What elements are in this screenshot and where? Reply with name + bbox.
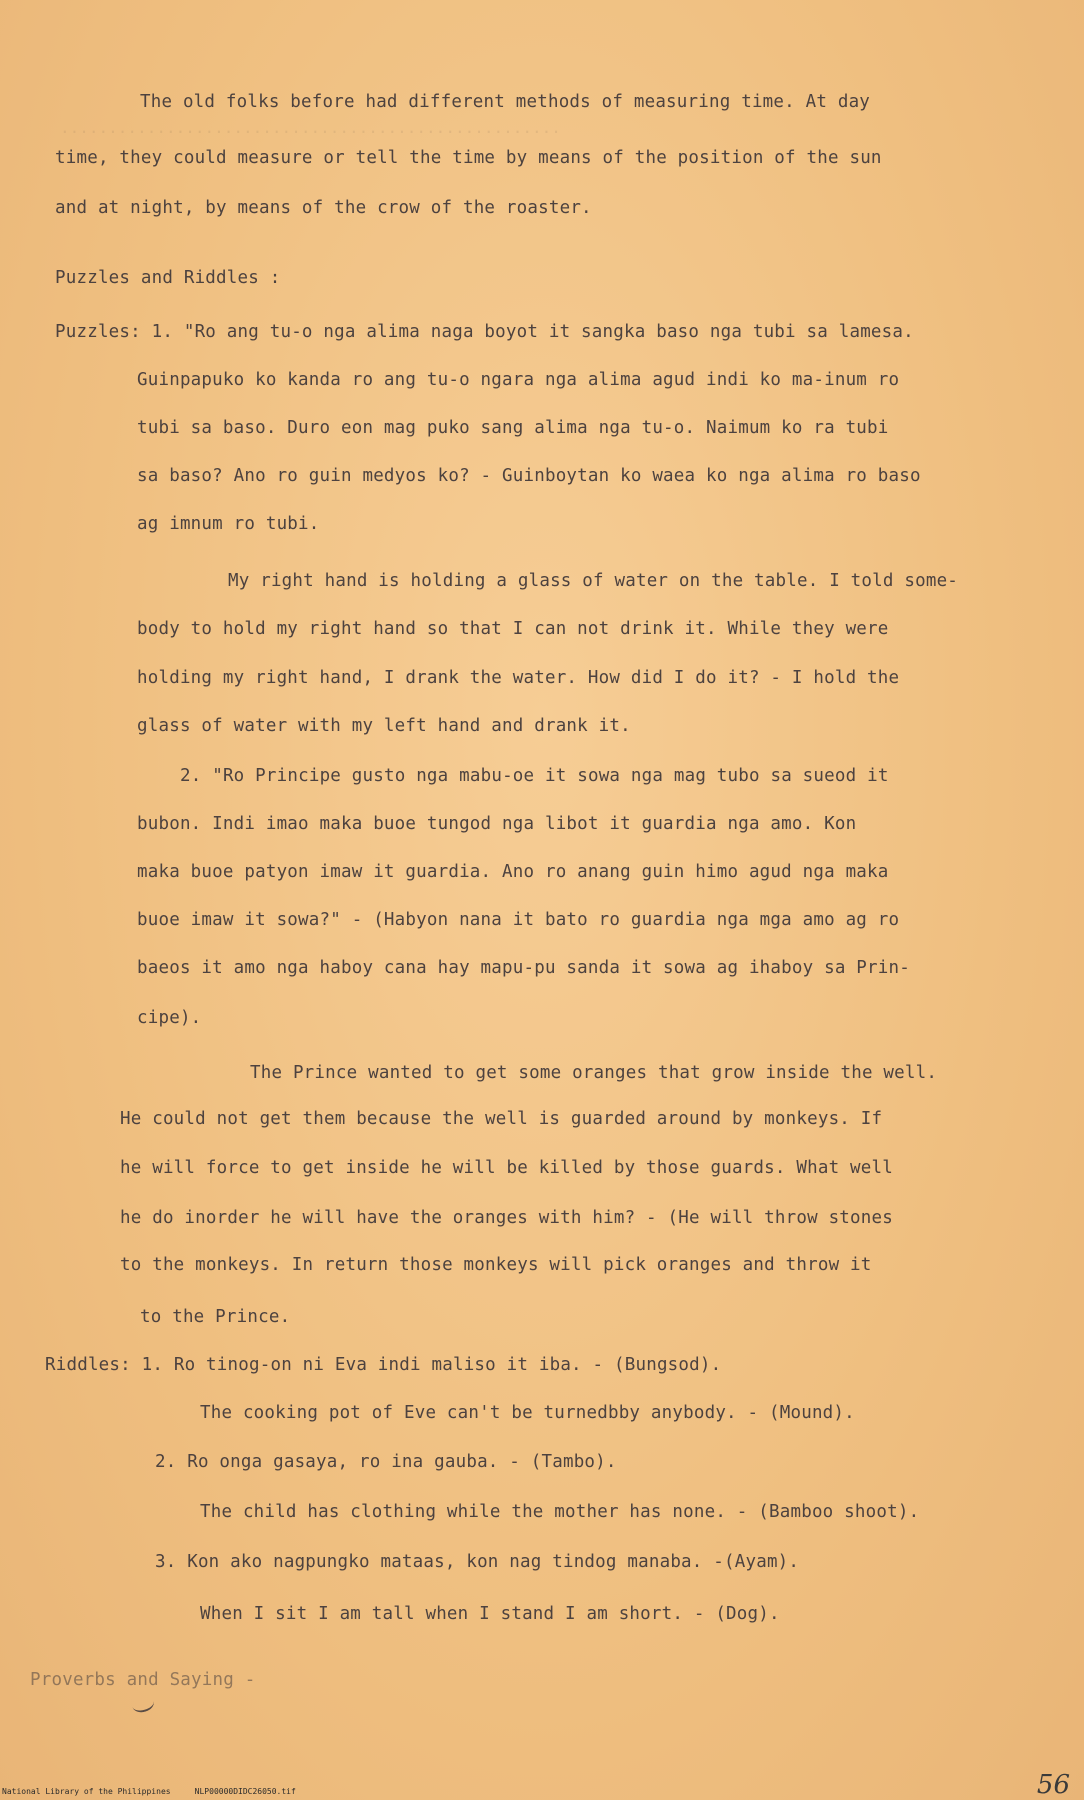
text-line: bubon. Indi imao maka buoe tungod nga libot it guardia nga amo. Kon — [137, 814, 857, 834]
text-line: sa baso? Ano ro guin medyos ko? - Guinboytan ko waea ko nga alima ro baso — [137, 466, 921, 486]
text-line: body to hold my right hand so that I can not drink it. While they were — [137, 619, 889, 639]
text-line: The child has clothing while the mother has none. - (Bamboo shoot). — [200, 1502, 920, 1522]
file-id: NLP00000DIDC26050.tif — [194, 1787, 296, 1796]
text-line: He could not get them because the well is guarded around by monkeys. If — [120, 1109, 883, 1129]
text-line: Guinpapuko ko kanda ro ang tu-o ngara nga alima agud indi ko ma-inum ro — [137, 370, 900, 390]
library-name: National Library of the Philippines — [2, 1787, 171, 1796]
text-line: he will force to get inside he will be killed by those guards. What well — [120, 1158, 893, 1178]
text-line: 3. Kon ako nagpungko mataas, kon nag tindog manaba. -(Ayam). — [155, 1552, 800, 1572]
text-line: The Prince wanted to get some oranges that grow inside the well. — [250, 1063, 938, 1083]
bleed-through-text: .................................................... — [60, 118, 561, 137]
text-line: 2. "Ro Principe gusto nga mabu-oe it sowa nga mag tubo sa sueod it — [180, 766, 889, 786]
text-line: maka buoe patyon imaw it guardia. Ano ro anang guin himo agud nga maka — [137, 862, 889, 882]
text-line: My right hand is holding a glass of water on the table. I told some- — [228, 571, 959, 591]
text-line: to the monkeys. In return those monkeys will pick oranges and throw it — [120, 1255, 872, 1275]
archive-footer — [2, 1787, 296, 1796]
text-line: baeos it amo nga haboy cana hay mapu-pu sanda it sowa ag ihaboy sa Prin- — [137, 958, 910, 978]
text-line: Riddles: 1. Ro tinog-on ni Eva indi maliso it iba. - (Bungsod). — [45, 1355, 722, 1375]
text-line: The cooking pot of Eve can't be turnedbby anybody. - (Mound). — [200, 1403, 855, 1423]
text-line: buoe imaw it sowa?" - (Habyon nana it bato ro guardia nga mga amo ag ro — [137, 910, 900, 930]
text-line: to the Prince. — [140, 1307, 291, 1327]
text-line: ag imnum ro tubi. — [137, 514, 320, 534]
text-line: he do inorder he will have the oranges with him? - (He will throw stones — [120, 1208, 893, 1228]
text-line: holding my right hand, I drank the water. How did I do it? - I hold the — [137, 668, 900, 688]
page-number: 56 — [1036, 1770, 1070, 1800]
text-line: cipe). — [137, 1008, 202, 1028]
text-line: time, they could measure or tell the time by means of the position of the sun — [55, 148, 882, 168]
text-line: 2. Ro onga gasaya, ro ina gauba. - (Tambo). — [155, 1452, 617, 1472]
text-line: When I sit I am tall when I stand I am short. - (Dog). — [200, 1604, 780, 1624]
text-line: glass of water with my left hand and drank it. — [137, 716, 631, 736]
text-line: The old folks before had different methods of measuring time. At day — [140, 92, 871, 112]
pen-mark — [130, 1693, 155, 1714]
text-line: tubi sa baso. Duro eon mag puko sang alima nga tu-o. Naimum ko ra tubi — [137, 418, 889, 438]
text-line: Puzzles: 1. "Ro ang tu-o nga alima naga boyot it sangka baso nga tubi sa lamesa. — [55, 322, 914, 342]
section-heading: Puzzles and Riddles : — [55, 268, 281, 288]
section-heading: Proverbs and Saying - — [30, 1670, 256, 1690]
text-line: and at night, by means of the crow of the roaster. — [55, 198, 592, 218]
